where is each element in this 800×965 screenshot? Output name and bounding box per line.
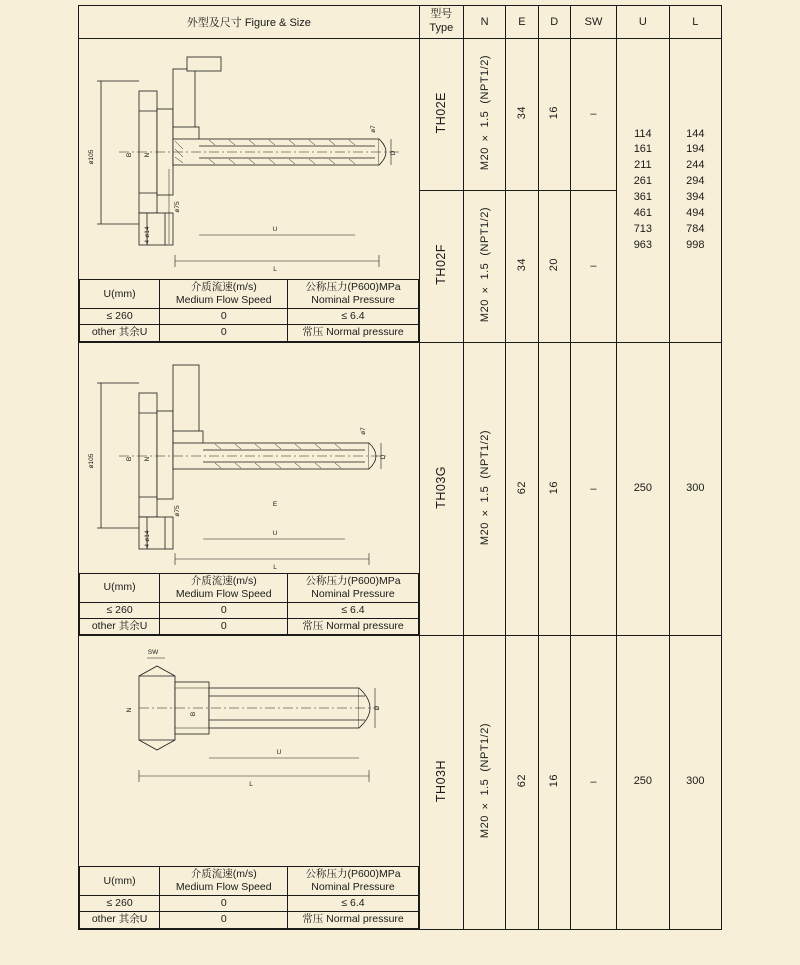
u-114: 114 xyxy=(634,127,652,140)
nominal-pressure-cn-3: 公称压力(P600)MPa xyxy=(305,868,401,880)
l-144: 144 xyxy=(686,127,705,140)
header-type-cn: 型号 xyxy=(430,8,453,21)
e-cell-th03h: 62 xyxy=(506,636,538,930)
type-cell-th03h xyxy=(419,636,463,930)
flow-speed-label xyxy=(160,280,288,309)
nominal-pressure-label-3 xyxy=(288,867,418,896)
flow-speed-cn-2: 介质流速(m/s) xyxy=(190,574,257,587)
conditions-table-2 xyxy=(79,573,419,636)
svg-text:D: D xyxy=(374,705,381,711)
flow-speed-en-3: Medium Flow Speed xyxy=(175,881,272,894)
nominal-pressure-cn: 公称压力(P600)MPa xyxy=(305,281,401,293)
n-cell-th02e xyxy=(463,39,505,191)
u-963: 963 xyxy=(633,239,653,252)
n-value-th03h xyxy=(478,723,492,838)
svg-text:E: E xyxy=(272,500,278,508)
conditions-header-row xyxy=(80,280,419,309)
n-main-th03h: M20 × 1.5 xyxy=(478,778,491,839)
thermowell-drawing-3 xyxy=(79,636,417,866)
svg-text:B: B xyxy=(126,152,133,158)
n-alt-th03g: (NPT1/2) xyxy=(478,429,491,479)
u-461: 461 xyxy=(633,207,653,220)
u-value-1: ≤ 260 xyxy=(80,309,160,325)
svg-text:ø105: ø105 xyxy=(88,149,95,165)
svg-text:SW: SW xyxy=(147,649,159,656)
u-value-2-2: other 其余U xyxy=(80,618,160,634)
spec-table xyxy=(78,5,722,930)
sw-cell-th03h: – xyxy=(570,636,616,930)
pressure-value-3-1: ≤ 6.4 xyxy=(288,896,418,912)
e-cell-th02f: 34 xyxy=(506,190,538,342)
u-161: 161 xyxy=(633,143,653,156)
svg-text:4-ø14: 4-ø14 xyxy=(144,226,151,244)
nominal-pressure-label xyxy=(288,280,418,309)
u-value-3-2: other 其余U xyxy=(80,912,160,928)
pressure-value-1: ≤ 6.4 xyxy=(288,309,418,325)
conditions-row-3-2 xyxy=(80,912,419,928)
table-header-row xyxy=(79,6,722,39)
header-col-l: L xyxy=(669,6,721,39)
figure-wrapper-3 xyxy=(79,636,419,929)
nominal-pressure-en-2: Nominal Pressure xyxy=(311,587,395,600)
n-value-th02e xyxy=(478,55,492,170)
l-784: 784 xyxy=(686,223,705,236)
n-alt-th02f: (NPT1/2) xyxy=(478,207,491,256)
svg-text:B: B xyxy=(190,711,197,717)
flow-speed-en-2: Medium Flow Speed xyxy=(175,587,272,600)
l-194: 194 xyxy=(686,143,705,156)
svg-text:L: L xyxy=(249,781,253,788)
n-value-th03g xyxy=(478,430,492,545)
pressure-value-3-2: 常压 Normal pressure xyxy=(288,912,418,928)
svg-text:N: N xyxy=(144,456,151,461)
flow-value-1: 0 xyxy=(160,309,288,325)
u-value-2: other 其余U xyxy=(80,325,160,341)
n-main-th02f: M20 × 1.5 xyxy=(478,262,491,323)
conditions-table-1 xyxy=(79,279,419,342)
type-label-th03h: TH03H xyxy=(434,759,449,802)
block-row-3 xyxy=(79,636,722,930)
flow-value-2-1: 0 xyxy=(160,602,288,618)
flow-speed-cn: 介质流速(m/s) xyxy=(190,281,257,293)
header-col-n: N xyxy=(463,6,505,39)
l-494: 494 xyxy=(686,207,705,220)
flow-value-3-2: 0 xyxy=(160,912,288,928)
pressure-value-2: 常压 Normal pressure xyxy=(288,325,418,341)
header-type xyxy=(419,6,463,39)
header-col-d: D xyxy=(538,6,570,39)
l-cell-th03g: 300 xyxy=(669,342,721,636)
n-cell-th03g xyxy=(463,342,505,636)
svg-text:ø7: ø7 xyxy=(360,426,367,435)
type-label-th02f: TH02F xyxy=(434,244,449,285)
type-label-th03g: TH03G xyxy=(434,465,449,509)
svg-text:U: U xyxy=(276,749,282,756)
u-cell-th03h: 250 xyxy=(617,636,669,930)
u-211: 211 xyxy=(634,159,652,172)
svg-text:D: D xyxy=(380,454,387,459)
svg-text:ø105: ø105 xyxy=(88,453,95,468)
svg-text:N: N xyxy=(144,152,151,158)
header-figure-size: 外型及尺寸 Figure & Size xyxy=(79,6,420,39)
n-main-th03g: M20 × 1.5 xyxy=(478,485,491,545)
sw-cell-th02f: – xyxy=(570,190,616,342)
svg-text:L: L xyxy=(273,563,277,571)
type-label-th02e: TH02E xyxy=(434,92,449,134)
n-value-th02f xyxy=(478,207,492,322)
u-361: 361 xyxy=(633,191,653,204)
flow-speed-en: Medium Flow Speed xyxy=(175,294,272,307)
svg-text:U: U xyxy=(272,529,278,537)
flow-value-2: 0 xyxy=(160,325,288,341)
nominal-pressure-en-3: Nominal Pressure xyxy=(311,881,395,894)
header-col-e: E xyxy=(506,6,538,39)
type-cell-th03g xyxy=(419,342,463,636)
u-mm-label-2: U(mm) xyxy=(80,573,160,602)
figure-cell-threaded-3 xyxy=(79,636,420,930)
n-cell-th02f xyxy=(463,190,505,342)
block-row-1 xyxy=(79,39,722,191)
u-value-2-1: ≤ 260 xyxy=(80,602,160,618)
svg-text:L: L xyxy=(273,266,277,273)
l-294: 294 xyxy=(686,175,705,188)
n-alt-th03h: (NPT1/2) xyxy=(478,723,491,772)
figure-cell-flanged-2 xyxy=(79,342,420,636)
e-cell-th03g: 62 xyxy=(506,342,538,636)
type-cell-th02f xyxy=(419,190,463,342)
conditions-header-row-2 xyxy=(80,573,419,602)
flow-speed-label-2 xyxy=(160,573,288,602)
conditions-row-2-1 xyxy=(80,602,419,618)
nominal-pressure-label-2 xyxy=(288,573,418,602)
u-mm-label-3: U(mm) xyxy=(80,867,160,896)
flow-speed-cn-3: 介质流速(m/s) xyxy=(190,868,257,880)
l-244: 244 xyxy=(686,159,705,172)
svg-text:ø7: ø7 xyxy=(370,125,377,133)
conditions-row-1 xyxy=(80,309,419,325)
figure-wrapper-1 xyxy=(79,39,419,342)
n-alt-th02e: (NPT1/2) xyxy=(478,55,491,104)
u-713: 713 xyxy=(633,223,653,236)
pressure-value-2-2: 常压 Normal pressure xyxy=(288,618,418,634)
flow-value-3-1: 0 xyxy=(160,896,288,912)
d-cell-th02e: 16 xyxy=(538,39,570,191)
e-cell-th02e: 34 xyxy=(506,39,538,191)
d-cell-th03g: 16 xyxy=(538,342,570,636)
flow-value-2-2: 0 xyxy=(160,618,288,634)
u-value-3-1: ≤ 260 xyxy=(80,896,160,912)
l-values-block-1 xyxy=(669,39,721,343)
u-values-block-1 xyxy=(617,39,669,343)
l-cell-th03h: 300 xyxy=(669,636,721,930)
figure-wrapper-2 xyxy=(79,343,419,636)
conditions-table-3 xyxy=(79,866,419,929)
nominal-pressure-en: Nominal Pressure xyxy=(311,294,395,307)
n-cell-th03h xyxy=(463,636,505,930)
pressure-value-2-1: ≤ 6.4 xyxy=(288,602,418,618)
l-998: 998 xyxy=(686,239,705,252)
type-cell-th02e xyxy=(419,39,463,191)
sw-cell-th03g: – xyxy=(570,342,616,636)
thermowell-drawing-2 xyxy=(79,343,417,573)
svg-text:D: D xyxy=(390,150,397,156)
n-main-th02e: M20 × 1.5 xyxy=(478,111,491,171)
sw-cell-th02e: – xyxy=(570,39,616,191)
header-type-en: Type xyxy=(429,22,454,34)
header-col-u: U xyxy=(617,6,669,39)
d-cell-th02f: 20 xyxy=(538,190,570,342)
conditions-row-2 xyxy=(80,325,419,341)
thermowell-drawing-1 xyxy=(79,39,417,279)
header-col-sw: SW xyxy=(570,6,616,39)
flow-speed-label-3 xyxy=(160,867,288,896)
u-mm-label: U(mm) xyxy=(80,280,160,309)
l-394: 394 xyxy=(686,191,705,204)
svg-text:U: U xyxy=(272,226,278,233)
d-cell-th03h: 16 xyxy=(538,636,570,930)
u-261: 261 xyxy=(633,175,653,188)
svg-text:4-ø14: 4-ø14 xyxy=(144,530,151,547)
u-cell-th03g: 250 xyxy=(617,342,669,636)
svg-text:ø75: ø75 xyxy=(174,504,181,517)
figure-cell-flanged-1 xyxy=(79,39,420,343)
conditions-header-row-3 xyxy=(80,867,419,896)
conditions-row-2-2 xyxy=(80,618,419,634)
svg-text:N: N xyxy=(126,707,133,713)
nominal-pressure-cn-2: 公称压力(P600)MPa xyxy=(305,574,401,587)
svg-text:B: B xyxy=(126,456,133,461)
block-row-2 xyxy=(79,342,722,636)
conditions-row-3-1 xyxy=(80,896,419,912)
svg-text:ø75: ø75 xyxy=(174,201,181,213)
